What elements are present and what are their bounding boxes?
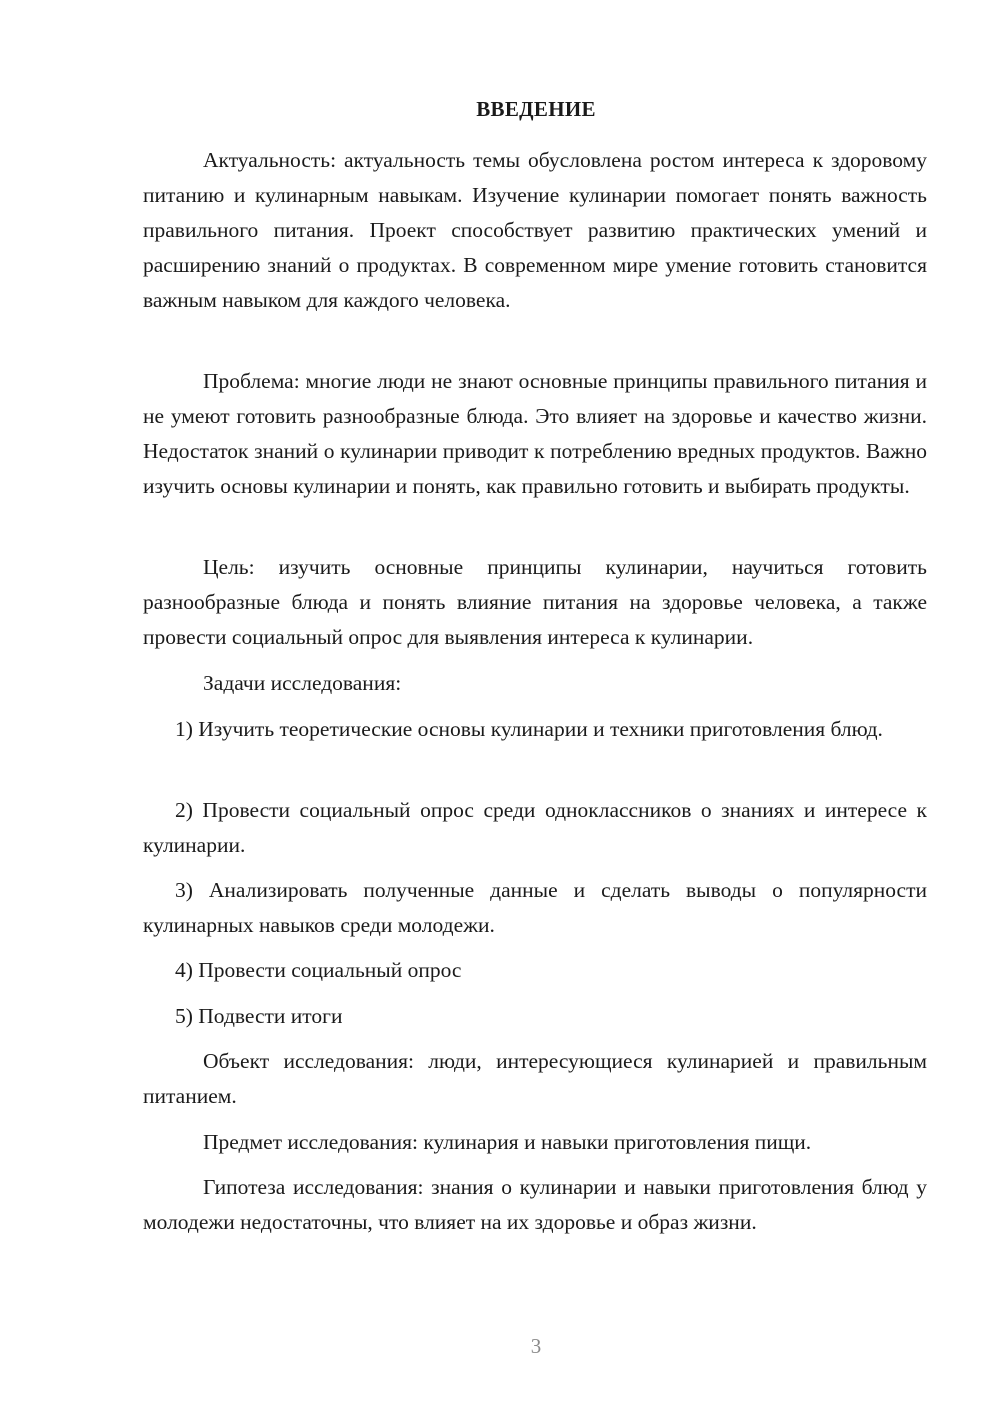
paragraph-subject: Предмет исследования: кулинария и навыки приготовления пищи. [203, 1130, 812, 1154]
paragraph-goal: Цель: изучить основные принципы кулинарии, научиться готовить разнообразные блюда и понять влияние питания на здоровье человека, а также провести социальный опрос для выявления интереса к кулинарии. [143, 555, 927, 649]
task-item-3: 3) Анализировать полученные данные и сделать выводы о популярности кулинарных навыков среди молодежи. [143, 878, 927, 937]
paragraph-tasks-title: Задачи исследования: [203, 671, 402, 695]
paragraph-hypothesis: Гипотеза исследования: знания о кулинарии и навыки приготовления блюд у молодежи недостаточны, что влияет на их здоровье и образ жизни. [143, 1175, 927, 1234]
page-number: 3 [530, 1334, 542, 1358]
paragraph-problem: Проблема: многие люди не знают основные принципы правильного питания и не умеют готовить разнообразные блюда. Это влияет на здоровье и качество жизни. Недостаток знаний о кулинарии приводит к потреблению вредных продуктов. Важно изучить основы кулинарии и понять, как правильно готовить и выбирать продукты. [143, 369, 927, 498]
page-heading: ВВЕДЕНИЕ [476, 97, 596, 121]
task-item-4: 4) Провести социальный опрос [175, 958, 462, 982]
paragraph-relevance: Актуальность: актуальность темы обусловлена ростом интереса к здоровому питанию и кулинарным навыкам. Изучение кулинарии помогает понять важность правильного питания. Проект способствует развитию практических умений и расширению знаний о продуктах. В современном мире умение готовить становится важным навыком для каждого человека. [143, 148, 927, 312]
task-item-1: 1) Изучить теоретические основы кулинарии и техники приготовления блюд. [175, 717, 883, 741]
task-item-5: 5) Подвести итоги [175, 1004, 343, 1028]
paragraph-object: Объект исследования: люди, интересующиеся кулинарией и правильным питанием. [143, 1049, 927, 1108]
task-item-2: 2) Провести социальный опрос среди одноклассников о знаниях и интересе к кулинарии. [143, 798, 927, 857]
